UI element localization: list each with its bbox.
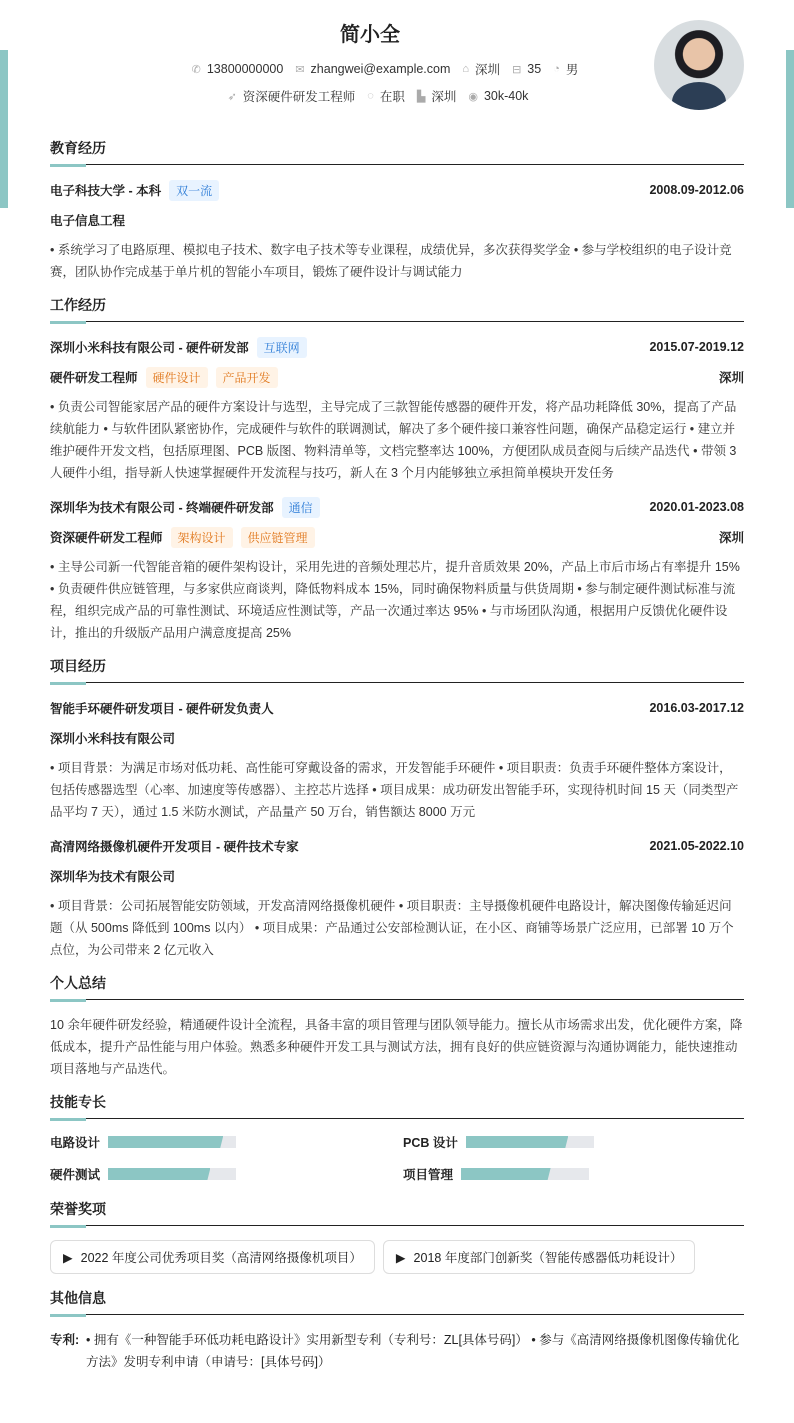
project-name: 智能手环硬件研发项目 - 硬件研发负责人 — [50, 702, 274, 716]
section-title: 技能专长 — [50, 1092, 744, 1119]
skill-tag: 硬件设计 — [146, 367, 208, 388]
date: 2008.09-2012.06 — [649, 183, 744, 197]
work-desc: • 主导公司新一代智能音箱的硬件架构设计，采用先进的音频处理芯片，提升音质效果 20%，产品上市后市场占有率提升 15% • 负责硬件供应链管理，与多家供应商谈判，降低物料成本 15%，同时确保物料质量与供货周期 • 参与制定硬件测试标准与流程，组织完成产品的可靠性测试、环境适应性测试等，产品一次通过率达 95% • 与市场团队沟通，根据用户反馈优化硬件设计，推出的升级版产品用户满意度提高 25% — [50, 560, 740, 640]
skill-tag: 供应链管理 — [241, 527, 315, 548]
triangle-icon: ▶ — [395, 1250, 406, 1265]
date: 2020.01-2023.08 — [649, 500, 744, 514]
work-city: 深圳 — [431, 90, 457, 104]
avatar — [654, 20, 744, 110]
mail-icon: ✉ — [295, 63, 305, 76]
candidate-name: 简小全 — [340, 24, 400, 46]
project-desc: • 项目背景：为满足市场对低功耗、高性能可穿戴设备的需求，开发智能手环硬件 • 项目职责：负责手环硬件整体方案设计，包括传感器选型（心率、加速度等传感器）、主控芯片选择 • 项目成果：成功研发出智能手环，实现待机时间 15 天（同类型产品平均 7 天），通过 1.5 米防水测试，产品量产 50 万台，销售额达 8000 万元 — [50, 761, 739, 819]
salary-icon: ◉ — [468, 90, 478, 103]
school: 电子科技大学 - 本科 — [50, 184, 162, 198]
status: 在职 — [379, 90, 405, 104]
skill-bar-fill — [461, 1168, 551, 1180]
decor-bar-right — [786, 50, 794, 208]
project-company: 深圳小米科技有限公司 — [50, 732, 176, 746]
skill-item — [403, 1165, 744, 1183]
gender: 男 — [565, 63, 579, 77]
home-icon: ⌂ — [462, 63, 470, 75]
award-text: 2022 年度公司优秀项目奖（高清网络摄像机项目） — [80, 1251, 362, 1265]
section-title: 项目经历 — [50, 656, 744, 683]
section-title: 个人总结 — [50, 973, 744, 1000]
position: 资深硬件研发工程师 — [242, 90, 356, 104]
skill-name: 电路设计 — [50, 1136, 101, 1150]
work-section — [50, 295, 744, 644]
salary: 30k-40k — [483, 89, 529, 103]
gender-icon: ◔ — [553, 63, 560, 75]
role: 资深硬件研发工程师 — [50, 531, 163, 545]
project-name: 高清网络摄像机硬件开发项目 - 硬件技术专家 — [50, 840, 299, 854]
date: 2015.07-2019.12 — [649, 340, 744, 354]
date: 2016.03-2017.12 — [649, 701, 744, 715]
triangle-icon: ▶ — [63, 1250, 73, 1265]
city: 深圳 — [475, 63, 501, 77]
phone: 13800000000 — [206, 62, 284, 76]
company: 深圳小米科技有限公司 - 硬件研发部 — [50, 341, 249, 355]
job-intent-row — [28, 87, 728, 105]
summary-section — [50, 973, 744, 1080]
role: 硬件研发工程师 — [50, 371, 138, 385]
award-item[interactable] — [383, 1240, 695, 1274]
skill-name: 硬件测试 — [50, 1168, 101, 1182]
awards-section — [50, 1199, 744, 1274]
project-company: 深圳华为技术有限公司 — [50, 870, 176, 884]
award-text: 2018 年度部门创新奖（智能传感器低功耗设计） — [413, 1251, 683, 1265]
skill-bar — [108, 1136, 236, 1148]
work-city: 深圳 — [718, 371, 744, 385]
skill-name: 项目管理 — [403, 1168, 454, 1182]
industry-tag: 互联网 — [257, 337, 307, 358]
skill-tag: 产品开发 — [216, 367, 278, 388]
contact-row — [35, 60, 735, 78]
skill-bar — [108, 1168, 236, 1180]
skill-bar-fill — [108, 1168, 210, 1180]
email: zhangwei@example.com — [310, 62, 451, 76]
work-desc: • 负责公司智能家居产品的硬件方案设计与选型，主导完成了三款智能传感器的硬件开发，将产品功耗降低 30%，提高了产品续航能力 • 与软件团队紧密协作，完成硬件与软件的联调测试，解决了多个硬件接口兼容性问题，确保产品稳定运行 • 建立并维护硬件开发文档，包括原理图、PCB 版图、物料清单等，文档完整率达 100%，方便团队成员查阅与后续产品迭代 • 带领 3 人硬件小组，指导新人快速掌握硬件开发流程与技巧，新人在 3 个月内能够独立承担简单模块开发任务 — [50, 400, 737, 480]
work-city: 深圳 — [718, 531, 744, 545]
skill-bar — [466, 1136, 594, 1148]
skill-item — [50, 1133, 403, 1151]
other-section — [50, 1288, 744, 1373]
building-icon: ▙ — [416, 90, 426, 103]
section-title: 教育经历 — [50, 138, 744, 165]
summary-text: 10 余年硬件研发经验，精通硬件设计全流程，具备丰富的项目管理与团队领导能力。擅长从市场需求出发，优化硬件方案，降低成本，提升产品性能与用户体验。熟悉多种硬件开发工具与测试方法，拥有良好的供应链资源与沟通协调能力，能快速推动项目落地与产品迭代。 — [50, 1018, 743, 1076]
section-title: 荣誉奖项 — [50, 1199, 744, 1226]
education-section — [50, 138, 744, 283]
patent-text: • 拥有《一种智能手环低功耗电路设计》实用新型专利（专利号：ZL[具体号码]） • 参与《高清网络摄像机图像传输优化方法》发明专利申请（申请号：[具体号码]） — [86, 1333, 740, 1369]
award-item[interactable] — [50, 1240, 375, 1274]
date: 2021.05-2022.10 — [649, 839, 744, 853]
cake-icon: ⊟ — [512, 63, 522, 76]
project-desc: • 项目背景：公司拓展智能安防领域，开发高清网络摄像机硬件 • 项目职责：主导摄像机硬件电路设计，解决图像传输延迟问题（从 500ms 降低到 100ms 以内） • 项目成果：产品通过公安部检测认证，在小区、商铺等场景广泛应用，已部署 10 万个点位，为公司带来 2 亿元收入 — [50, 899, 734, 957]
skill-bar-fill — [466, 1136, 568, 1148]
skill-item — [403, 1133, 744, 1151]
skills-section — [50, 1092, 744, 1183]
section-title: 其他信息 — [50, 1288, 744, 1315]
status-icon: ◌ — [367, 90, 374, 102]
skill-bar-fill — [108, 1136, 223, 1148]
age: 35 — [527, 62, 542, 76]
skill-bar — [461, 1168, 589, 1180]
project-section — [50, 656, 744, 961]
phone-icon: ✆ — [191, 63, 201, 76]
decor-bar-left — [0, 50, 8, 208]
skill-item — [50, 1165, 403, 1183]
school-tag: 双一流 — [169, 180, 219, 201]
skill-tag: 架构设计 — [171, 527, 233, 548]
industry-tag: 通信 — [282, 497, 320, 518]
skill-name: PCB 设计 — [403, 1136, 458, 1150]
education-desc: • 系统学习了电路原理、模拟电子技术、数字电子技术等专业课程，成绩优异，多次获得奖学金 • 参与学校组织的电子设计竞赛，团队协作完成基于单片机的智能小车项目，锻炼了硬件设计与调试能力 — [50, 243, 732, 279]
section-title: 工作经历 — [50, 295, 744, 322]
send-icon: ➶ — [227, 90, 237, 103]
major: 电子信息工程 — [50, 214, 126, 228]
other-label: 专利: — [50, 1333, 80, 1347]
company: 深圳华为技术有限公司 - 终端硬件研发部 — [50, 501, 274, 515]
